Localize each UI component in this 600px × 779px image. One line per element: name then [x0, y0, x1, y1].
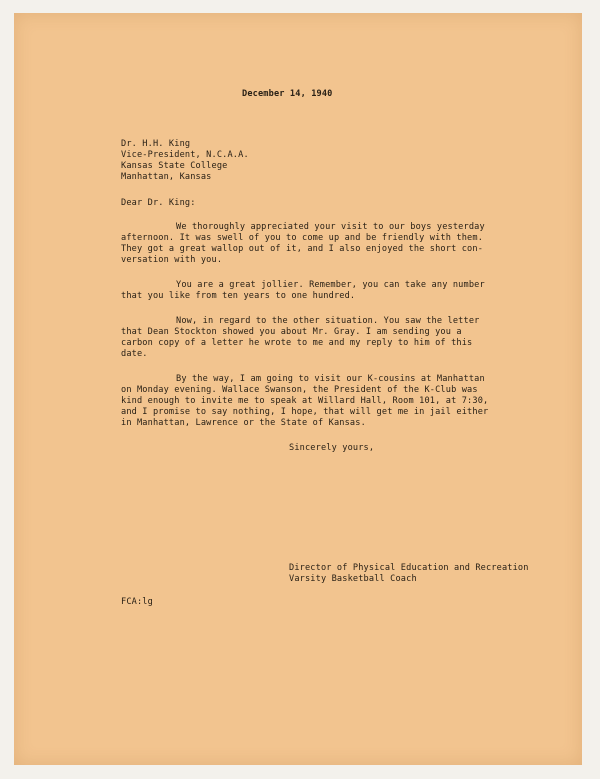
paragraph-2-line: that you like from ten years to one hundred.: [121, 291, 356, 301]
paragraph-3-line: that Dean Stockton showed you about Mr. Gray. I am sending you a: [121, 327, 462, 337]
paragraph-1-line: versation with you.: [121, 255, 223, 265]
paragraph-4-line: and I promise to say nothing, I hope, that will get me in jail either: [121, 407, 489, 417]
paragraph-4-line: By the way, I am going to visit our K-cousins at Manhattan: [176, 374, 485, 384]
signature-title-line: Director of Physical Education and Recreation: [289, 563, 529, 573]
recipient-city: Manhattan, Kansas: [121, 172, 212, 182]
typist-initials: FCA:lg: [121, 597, 153, 607]
paragraph-4-line: kind enough to invite me to speak at Willard Hall, Room 101, at 7:30,: [121, 396, 489, 406]
closing: Sincerely yours,: [289, 443, 375, 453]
paragraph-4-line: in Manhattan, Lawrence or the State of Kansas.: [121, 418, 366, 428]
paragraph-2-line: You are a great jollier. Remember, you can take any number: [176, 280, 485, 290]
paragraph-4-line: on Monday evening. Wallace Swanson, the President of the K-Club was: [121, 385, 478, 395]
recipient-title: Vice-President, N.C.A.A.: [121, 150, 249, 160]
salutation: Dear Dr. King:: [121, 198, 196, 208]
recipient-name: Dr. H.H. King: [121, 139, 191, 149]
signature-title-line: Varsity Basketball Coach: [289, 574, 417, 584]
letter-date: December 14, 1940: [242, 89, 333, 99]
paragraph-1-line: We thoroughly appreciated your visit to our boys yesterday: [176, 222, 485, 232]
paragraph-3-line: Now, in regard to the other situation. You saw the letter: [176, 316, 480, 326]
paragraph-1-line: afternoon. It was swell of you to come up and be friendly with them.: [121, 233, 484, 243]
paragraph-1-line: They got a great wallop out of it, and I also enjoyed the short con-: [121, 244, 484, 254]
paragraph-3-line: carbon copy of a letter he wrote to me and my reply to him of this: [121, 338, 473, 348]
paragraph-3-line: date.: [121, 349, 148, 359]
recipient-institution: Kansas State College: [121, 161, 228, 171]
